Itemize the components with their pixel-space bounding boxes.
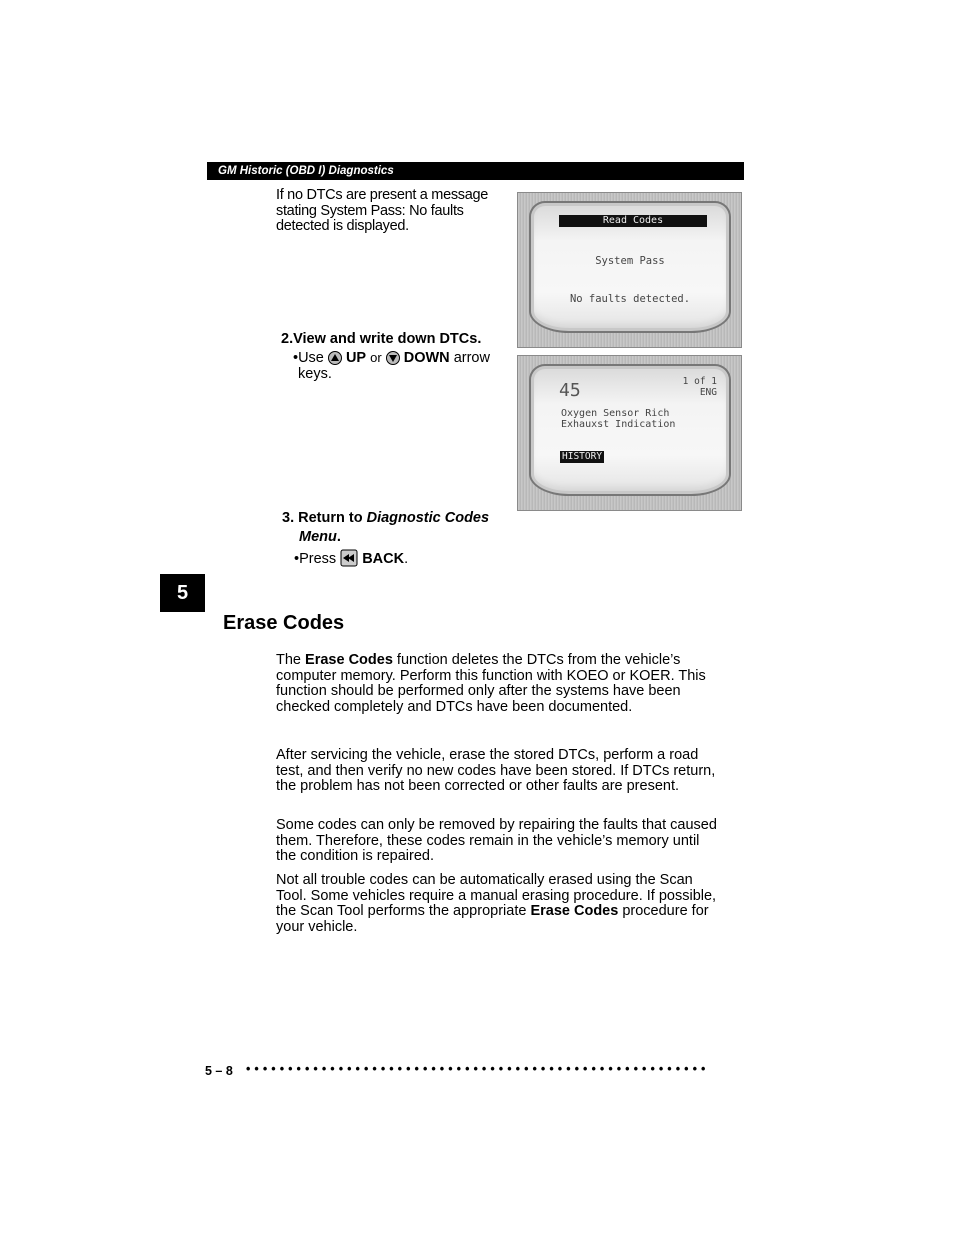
step-3-bullet bbox=[294, 549, 408, 567]
no-faults-text: No faults detected. bbox=[569, 293, 691, 305]
intro-text: If no DTCs are present a message stating System Pass: No faults detected is displayed. bbox=[276, 187, 489, 234]
p4-start: Not all trouble codes can be automatically erased using the Scan Tool. Some vehicles require a manual erasing procedure. If possible, the Scan Tool performs the appropriate bbox=[276, 872, 717, 920]
down-arrow-icon bbox=[386, 351, 400, 365]
paragraph-2: After servicing the vehicle, erase the stored DTCs, perform a road test, and then verify no new codes have been stored. If DTCs return, the problem has not been corrected or other faults are present. bbox=[276, 747, 716, 795]
period: . bbox=[404, 551, 409, 567]
bullet-press-text: •Press bbox=[294, 551, 337, 567]
step-3-menu-name: Diagnostic Codes bbox=[366, 510, 490, 526]
down-key-label: DOWN bbox=[403, 350, 450, 366]
system-pass-text: System Pass bbox=[595, 255, 665, 267]
p4-erase-codes: Erase Codes bbox=[530, 903, 619, 920]
p1-erase-codes: Erase Codes bbox=[305, 652, 393, 668]
heading-period: . bbox=[336, 529, 341, 545]
system-label: ENG bbox=[699, 387, 717, 398]
p4-end: procedure for your vehicle. bbox=[276, 903, 709, 935]
running-header: GM Historic (OBD I) Diagnostics bbox=[218, 165, 394, 177]
up-key-label: UP bbox=[345, 350, 367, 366]
step-2-heading: 2.View and write down DTCs. bbox=[281, 331, 482, 347]
back-key-label: BACK bbox=[362, 551, 405, 567]
lcd-display bbox=[529, 364, 731, 496]
paragraph-4 bbox=[276, 873, 721, 935]
step-2-bullet bbox=[293, 350, 508, 382]
chapter-tab: 5 bbox=[160, 574, 205, 612]
dtc-code: 45 bbox=[559, 380, 581, 401]
dtc-description-line-2: Exhauxst Indication bbox=[561, 419, 676, 430]
footer-dot-leader: ••••••••••••••••••••••••••••••••••••••••••••••••••••••• bbox=[246, 1062, 710, 1076]
p1-rest: function deletes the DTCs from the vehicle’s computer memory. Perform this function with KOEO or KOER. This function should be performed only after the systems have been checked completely and DTCs have been documented. bbox=[276, 652, 706, 715]
menu-word: Menu bbox=[299, 529, 337, 545]
section-title: Erase Codes bbox=[223, 612, 345, 634]
p1-the: The bbox=[276, 652, 301, 668]
history-badge: HISTORY bbox=[562, 451, 603, 462]
keys-text: keys. bbox=[298, 366, 332, 382]
screen-title-bar: Read Codes bbox=[559, 215, 707, 227]
paragraph-3: Some codes can only be removed by repairing the faults that caused them. Therefore, these codes remain in the vehicle’s memory until the condition is repaired. bbox=[276, 817, 717, 865]
lcd-display bbox=[529, 201, 731, 333]
step-3-prefix: 3. Return to bbox=[282, 510, 363, 526]
arrow-text: arrow bbox=[453, 350, 490, 366]
or-text: or bbox=[370, 350, 382, 365]
step-3-heading bbox=[282, 509, 489, 527]
dtc-description-line-1: Oxygen Sensor Rich bbox=[561, 408, 670, 419]
bullet-use-text: •Use bbox=[293, 350, 324, 366]
up-arrow-icon bbox=[328, 351, 342, 365]
page-number: 5 – 8 bbox=[205, 1064, 233, 1078]
paragraph-1 bbox=[276, 653, 721, 715]
scan-tool-screen-system-pass bbox=[517, 192, 742, 348]
code-count: 1 of 1 bbox=[682, 376, 717, 387]
step-3-heading-line-2 bbox=[299, 528, 341, 546]
back-icon bbox=[340, 549, 358, 567]
scan-tool-screen-dtc bbox=[517, 355, 742, 511]
